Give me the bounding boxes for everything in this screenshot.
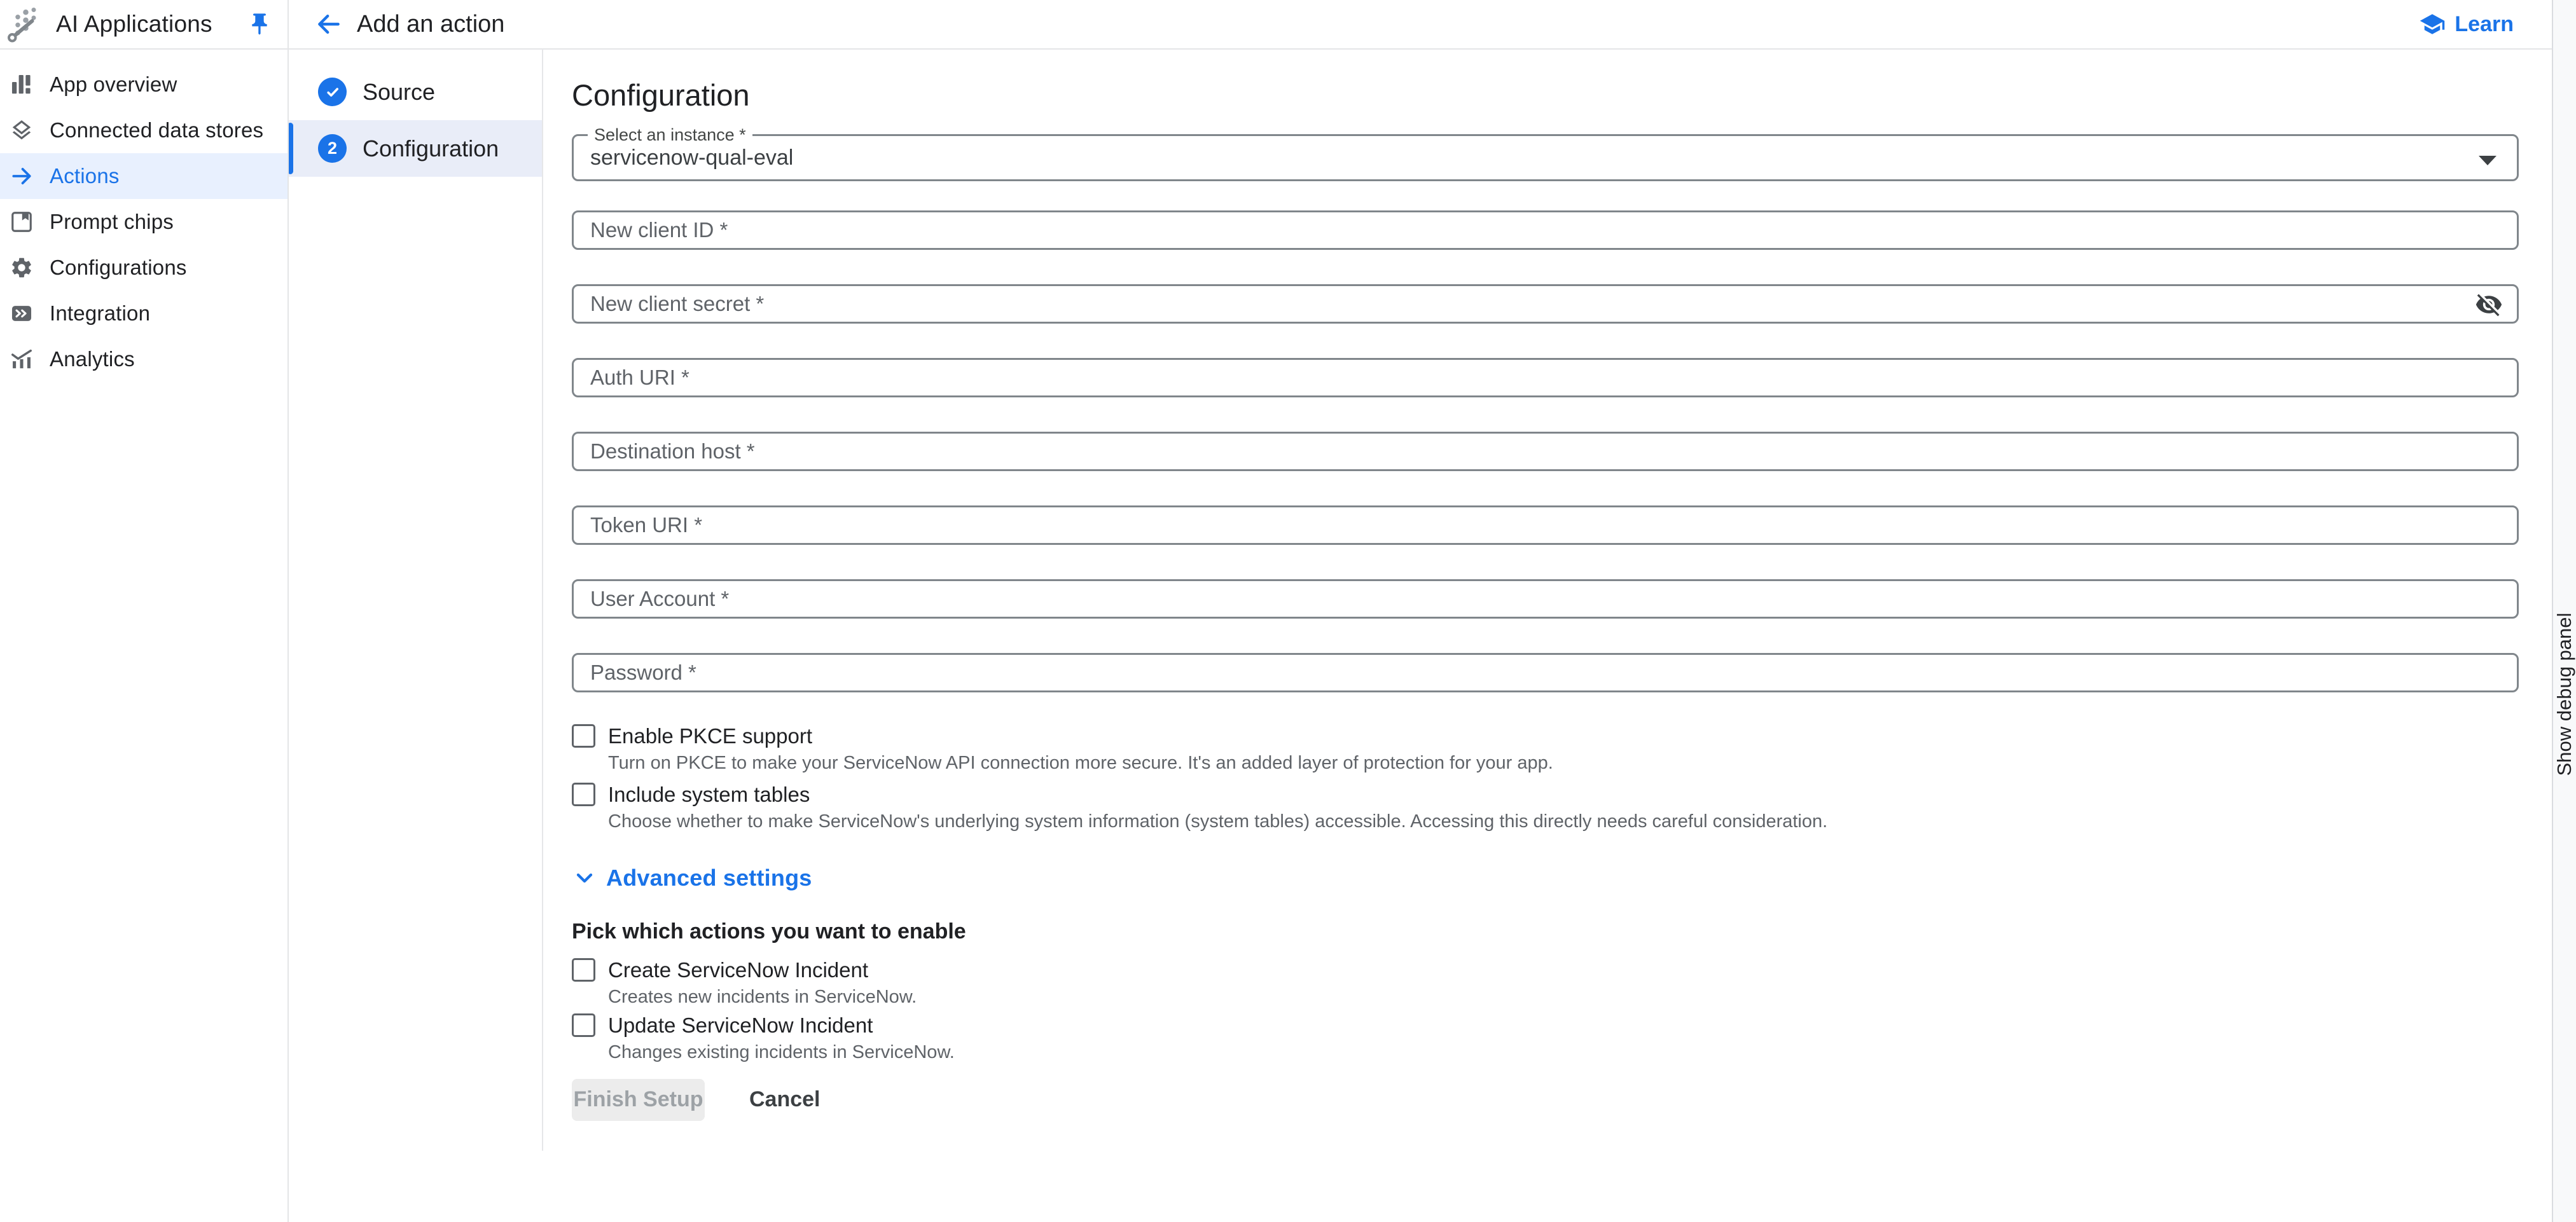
step-number: 2 bbox=[327, 139, 338, 158]
password-field[interactable] bbox=[572, 653, 2519, 692]
header-divider bbox=[0, 48, 2552, 50]
integration-icon bbox=[6, 298, 37, 329]
chevron-down-icon bbox=[572, 865, 597, 891]
header-app-section bbox=[0, 0, 287, 48]
sidebar-item-actions[interactable] bbox=[0, 153, 287, 199]
sidebar-item-label: Analytics bbox=[50, 347, 135, 371]
form-buttons bbox=[572, 1078, 2519, 1121]
app-title: AI Applications bbox=[56, 11, 212, 37]
password-field-wrap bbox=[572, 653, 2519, 692]
prompt-chips-icon bbox=[6, 207, 37, 237]
destination-host-field[interactable] bbox=[572, 432, 2519, 471]
step-number-circle bbox=[318, 134, 347, 163]
sidebar-item-label: Actions bbox=[50, 164, 120, 188]
cancel-button[interactable]: Cancel bbox=[737, 1078, 833, 1121]
pkce-description: Turn on PKCE to make your ServiceNow API connection more secure. It's an added layer of protection for your app. bbox=[608, 753, 1553, 773]
destination-host-field-wrap bbox=[572, 432, 2519, 471]
sidebar-item-prompt-chips[interactable] bbox=[0, 199, 287, 245]
system-tables-option bbox=[572, 783, 2519, 832]
system-tables-label: Include system tables bbox=[608, 783, 810, 806]
step-label: Configuration bbox=[363, 135, 499, 161]
section-heading: Configuration bbox=[572, 78, 750, 112]
user-account-field-wrap bbox=[572, 579, 2519, 619]
sidebar-item-label: App overview bbox=[50, 72, 177, 96]
user-account-field[interactable] bbox=[572, 579, 2519, 619]
new-client-id-field[interactable] bbox=[572, 210, 2519, 250]
create-incident-checkbox[interactable] bbox=[572, 958, 595, 982]
system-tables-description: Choose whether to make ServiceNow's underlying system information (system tables) accessible. Accessing this directly needs careful consideration. bbox=[608, 811, 1828, 832]
sidebar-item-configurations[interactable] bbox=[0, 245, 287, 291]
pkce-label: Enable PKCE support bbox=[608, 724, 813, 748]
connected-data-stores-icon bbox=[6, 115, 37, 146]
ai-applications-logo-icon bbox=[5, 5, 43, 43]
sidebar-item-analytics[interactable] bbox=[0, 336, 287, 382]
step-label: Source bbox=[363, 78, 436, 105]
actions-heading: Pick which actions you want to enable bbox=[572, 919, 966, 944]
sidebar-item-integration[interactable] bbox=[0, 291, 287, 336]
step-source[interactable] bbox=[287, 64, 542, 120]
app-overview-icon bbox=[6, 69, 37, 100]
header-page-section bbox=[287, 0, 2552, 48]
dropdown-caret-icon bbox=[2479, 156, 2496, 165]
advanced-settings-label: Advanced settings bbox=[606, 865, 812, 891]
analytics-icon bbox=[6, 344, 37, 374]
check-icon bbox=[323, 83, 342, 102]
sidebar-item-app-overview[interactable] bbox=[0, 62, 287, 107]
visibility-off-icon[interactable] bbox=[2474, 290, 2503, 319]
configuration-form bbox=[572, 49, 2519, 1121]
sidebar-item-label: Connected data stores bbox=[50, 118, 264, 142]
new-client-id-field-wrap bbox=[572, 210, 2519, 250]
finish-setup-button[interactable]: Finish Setup bbox=[572, 1079, 705, 1121]
credential-fields bbox=[572, 210, 2519, 692]
step-configuration[interactable] bbox=[287, 120, 542, 177]
instance-select[interactable] bbox=[572, 125, 2519, 181]
sidebar-item-label: Configurations bbox=[50, 256, 187, 279]
arrow-right-icon bbox=[6, 161, 37, 191]
new-client-secret-field-wrap bbox=[572, 284, 2519, 324]
token-uri-field-wrap bbox=[572, 505, 2519, 545]
advanced-settings-toggle[interactable] bbox=[572, 865, 2519, 891]
learn-label: Learn bbox=[2455, 11, 2514, 36]
system-tables-checkbox[interactable] bbox=[572, 783, 595, 806]
page-title: Add an action bbox=[357, 10, 505, 38]
pin-icon[interactable] bbox=[243, 8, 276, 41]
graduation-cap-icon bbox=[2419, 11, 2446, 38]
stepper-panel bbox=[287, 49, 542, 177]
auth-uri-field[interactable] bbox=[572, 358, 2519, 397]
back-arrow-icon[interactable] bbox=[312, 8, 345, 41]
sidebar-item-connected-data-stores[interactable] bbox=[0, 107, 287, 153]
create-incident-description: Creates new incidents in ServiceNow. bbox=[608, 987, 917, 1007]
create-incident-label: Create ServiceNow Incident bbox=[608, 958, 869, 982]
update-incident-description: Changes existing incidents in ServiceNow. bbox=[608, 1042, 955, 1062]
top-header bbox=[0, 0, 2552, 48]
pkce-checkbox[interactable] bbox=[572, 724, 595, 748]
pkce-option bbox=[572, 724, 2519, 774]
new-client-secret-field[interactable] bbox=[572, 284, 2519, 324]
sidebar-item-label: Integration bbox=[50, 301, 151, 325]
update-incident-label: Update ServiceNow Incident bbox=[608, 1013, 873, 1037]
instance-select-value: servicenow-qual-eval bbox=[590, 146, 794, 170]
token-uri-field[interactable] bbox=[572, 505, 2519, 545]
instance-select-label: Select an instance * bbox=[588, 125, 752, 145]
update-incident-option bbox=[572, 1013, 2519, 1063]
show-debug-panel-toggle[interactable]: Show debug panel bbox=[2553, 612, 2575, 776]
sidebar-divider bbox=[287, 0, 289, 1222]
debug-panel-strip bbox=[2552, 0, 2576, 1222]
sidebar-nav bbox=[0, 49, 287, 1222]
stepper-divider bbox=[542, 49, 543, 1151]
update-incident-checkbox[interactable] bbox=[572, 1013, 595, 1037]
step-completed-circle bbox=[318, 78, 347, 106]
gear-icon bbox=[6, 252, 37, 283]
sidebar-item-label: Prompt chips bbox=[50, 210, 174, 233]
create-incident-option bbox=[572, 958, 2519, 1008]
auth-uri-field-wrap bbox=[572, 358, 2519, 397]
learn-link[interactable] bbox=[2419, 11, 2514, 38]
